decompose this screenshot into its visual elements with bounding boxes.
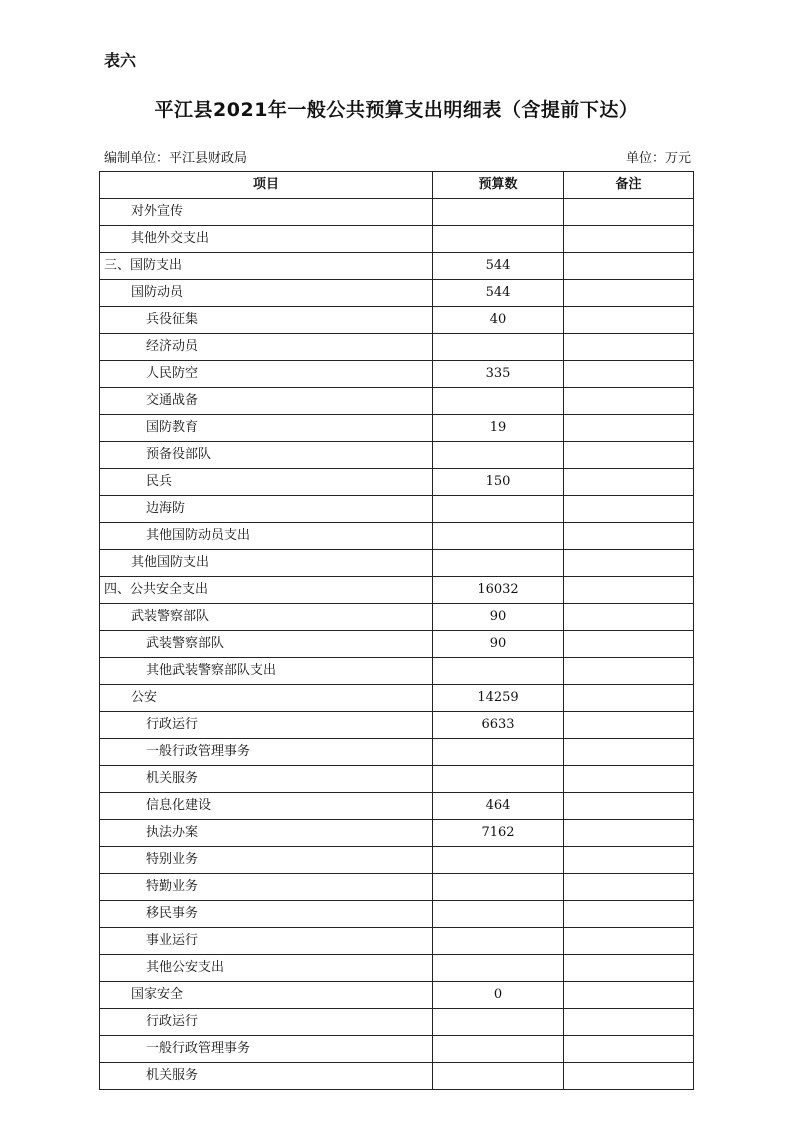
row-amount	[433, 1063, 564, 1090]
row-note	[564, 928, 694, 955]
row-note	[564, 982, 694, 1009]
row-amount	[433, 739, 564, 766]
row-note	[564, 307, 694, 334]
row-note	[564, 280, 694, 307]
header-item: 项目	[100, 172, 433, 199]
row-note	[564, 388, 694, 415]
table-row	[100, 550, 694, 577]
row-item: 其他公安支出	[100, 955, 433, 982]
row-amount: 19	[433, 415, 564, 442]
row-note	[564, 631, 694, 658]
row-item: 国防动员	[100, 280, 433, 307]
row-item: 武装警察部队	[100, 604, 433, 631]
row-amount: 90	[433, 631, 564, 658]
row-item: 对外宣传	[100, 199, 433, 226]
row-item: 其他国防支出	[100, 550, 433, 577]
table-row	[100, 388, 694, 415]
header-note: 备注	[564, 172, 694, 199]
table-row	[100, 982, 694, 1009]
row-note	[564, 442, 694, 469]
table-row	[100, 1009, 694, 1036]
table-row	[100, 334, 694, 361]
row-note	[564, 685, 694, 712]
table-body	[100, 199, 694, 1090]
row-item: 武装警察部队	[100, 631, 433, 658]
row-note	[564, 739, 694, 766]
row-note	[564, 874, 694, 901]
row-amount: 544	[433, 253, 564, 280]
table-row	[100, 253, 694, 280]
row-item: 行政运行	[100, 1009, 433, 1036]
row-amount	[433, 1036, 564, 1063]
row-item: 民兵	[100, 469, 433, 496]
header-amount: 预算数	[433, 172, 564, 199]
row-amount: 14259	[433, 685, 564, 712]
row-note	[564, 847, 694, 874]
row-note	[564, 604, 694, 631]
table-row	[100, 739, 694, 766]
compiling-unit: 编制单位：平江县财政局	[104, 151, 248, 166]
row-item: 公安	[100, 685, 433, 712]
row-item: 执法办案	[100, 820, 433, 847]
row-amount: 6633	[433, 712, 564, 739]
row-item: 事业运行	[100, 928, 433, 955]
table-number: 表六	[104, 51, 137, 70]
row-amount: 544	[433, 280, 564, 307]
row-amount	[433, 388, 564, 415]
table-row	[100, 361, 694, 388]
table-row	[100, 496, 694, 523]
row-amount	[433, 496, 564, 523]
row-amount: 464	[433, 793, 564, 820]
table-row	[100, 199, 694, 226]
row-note	[564, 712, 694, 739]
row-item: 其他武装警察部队支出	[100, 658, 433, 685]
row-note	[564, 793, 694, 820]
row-amount	[433, 523, 564, 550]
row-amount: 0	[433, 982, 564, 1009]
table-row	[100, 469, 694, 496]
document-title: 平江县2021年一般公共预算支出明细表（含提前下达）	[154, 99, 639, 121]
row-item: 一般行政管理事务	[100, 1036, 433, 1063]
row-note	[564, 577, 694, 604]
table-row	[100, 793, 694, 820]
row-amount	[433, 874, 564, 901]
row-item: 移民事务	[100, 901, 433, 928]
row-item: 特别业务	[100, 847, 433, 874]
row-item: 其他国防动员支出	[100, 523, 433, 550]
table-row	[100, 928, 694, 955]
row-amount	[433, 199, 564, 226]
row-amount: 335	[433, 361, 564, 388]
row-note	[564, 415, 694, 442]
table-row	[100, 523, 694, 550]
row-note	[564, 658, 694, 685]
table-row	[100, 577, 694, 604]
row-item: 国防教育	[100, 415, 433, 442]
row-item: 机关服务	[100, 1063, 433, 1090]
table-row	[100, 955, 694, 982]
row-note	[564, 955, 694, 982]
row-amount	[433, 766, 564, 793]
row-item: 行政运行	[100, 712, 433, 739]
table-row	[100, 1036, 694, 1063]
row-note	[564, 901, 694, 928]
table-row	[100, 766, 694, 793]
row-item: 经济动员	[100, 334, 433, 361]
row-note	[564, 523, 694, 550]
row-note	[564, 1009, 694, 1036]
row-amount	[433, 658, 564, 685]
row-item: 一般行政管理事务	[100, 739, 433, 766]
row-amount	[433, 1009, 564, 1036]
row-amount	[433, 442, 564, 469]
row-amount: 40	[433, 307, 564, 334]
row-amount: 90	[433, 604, 564, 631]
measurement-unit: 单位：万元	[625, 151, 691, 166]
row-note	[564, 1063, 694, 1090]
table-row	[100, 604, 694, 631]
row-item: 国家安全	[100, 982, 433, 1009]
row-item: 四、公共安全支出	[100, 577, 433, 604]
row-amount	[433, 334, 564, 361]
row-note	[564, 550, 694, 577]
row-item: 边海防	[100, 496, 433, 523]
row-item: 特勤业务	[100, 874, 433, 901]
table-row	[100, 685, 694, 712]
row-note	[564, 361, 694, 388]
table-row	[100, 442, 694, 469]
row-item: 三、国防支出	[100, 253, 433, 280]
table-row	[100, 820, 694, 847]
table-row	[100, 280, 694, 307]
row-note	[564, 1036, 694, 1063]
table-row	[100, 712, 694, 739]
row-amount	[433, 928, 564, 955]
table-row	[100, 874, 694, 901]
header-row	[100, 172, 694, 199]
row-item: 信息化建设	[100, 793, 433, 820]
table-row	[100, 307, 694, 334]
budget-table	[99, 171, 694, 1090]
row-note	[564, 766, 694, 793]
row-amount: 16032	[433, 577, 564, 604]
row-note	[564, 820, 694, 847]
table-row	[100, 415, 694, 442]
row-note	[564, 496, 694, 523]
row-amount: 7162	[433, 820, 564, 847]
row-item: 交通战备	[100, 388, 433, 415]
row-item: 人民防空	[100, 361, 433, 388]
row-amount	[433, 550, 564, 577]
row-amount	[433, 847, 564, 874]
table-row	[100, 901, 694, 928]
row-item: 预备役部队	[100, 442, 433, 469]
row-note	[564, 253, 694, 280]
row-item: 兵役征集	[100, 307, 433, 334]
row-note	[564, 199, 694, 226]
row-item: 其他外交支出	[100, 226, 433, 253]
row-note	[564, 226, 694, 253]
row-item: 机关服务	[100, 766, 433, 793]
table-row	[100, 1063, 694, 1090]
row-amount	[433, 901, 564, 928]
row-amount	[433, 955, 564, 982]
row-note	[564, 334, 694, 361]
table-row	[100, 226, 694, 253]
table-row	[100, 658, 694, 685]
row-amount	[433, 226, 564, 253]
row-amount: 150	[433, 469, 564, 496]
table-row	[100, 847, 694, 874]
table-header	[100, 172, 694, 199]
row-note	[564, 469, 694, 496]
table-row	[100, 631, 694, 658]
